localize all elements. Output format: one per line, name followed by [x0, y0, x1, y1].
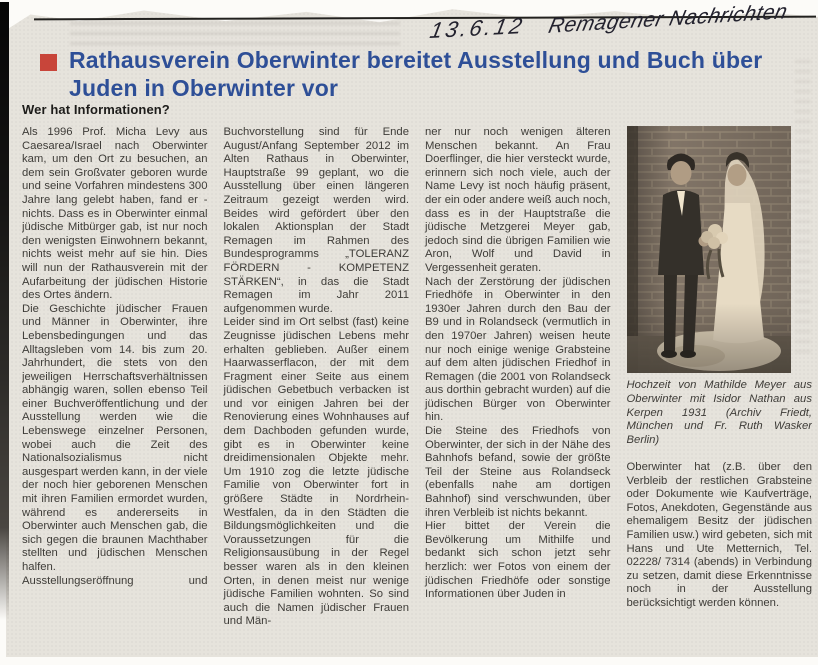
paragraph: Ausstellungseröffnung und — [22, 574, 208, 587]
paragraph: Hier bittet der Verein die Bevölkerung um Mithilfe und bedankt sich schon jetzt sehr herzlich: wer Fotos von einem der jüdischen Friedhöfe oder sonstige Informationen über Juden in — [425, 520, 611, 601]
scanner-shadow-edge — [0, 2, 9, 620]
article-subhead: Wer hat Informationen? — [22, 102, 170, 117]
photo-caption: Hochzeit von Mathilde Meyer aus Oberwinter mit Isidor Nathan aus Kerpen 1931 (Archiv Friedt, München und Fr. Ruth Wasker Berlin) — [626, 379, 812, 447]
paragraph: Nach der Zerstörung der jüdischen Friedhöfe in Oberwinter in den 1930er Jahren durch den Bau der B9 und in Rolandseck (vermutlich in den 1970er Jahren) weisen heute nur noch einige wenige Grabsteine auf dem alten jüdischen Friedhof in Remagen (die 2001 von Rolandseck aus dorthin gebracht wurden) auf die jüdischen Bürger von Oberwinter hin. — [425, 275, 611, 424]
article-headline: Rathausverein Oberwinter bereitet Ausstellung und Buch über Juden in Oberwinter vor — [69, 47, 763, 101]
paragraph: Buchvorstellung sind für Ende August/Anfang September 2012 im Alten Rathaus in Oberwinter, Hauptstraße 99 geplant, wo die Ausstellung über einen längeren Zeitraum gezeigt werden wird. Beides wird gefördert über den lokalen Aktionsplan der Stadt Remagen im Rahmen des Bundesprogramms „TOLERANZ FÖRDERN - KOMPETENZ STÄRKEN“, in das die Stadt Remagen im Jahr 2011 aufgenommen wurde. — [223, 126, 409, 315]
article-column-4 — [627, 126, 813, 660]
paragraph: Die Steine des Friedhofs von Oberwinter, der sich in der Nähe des Bahnhofs befand, sowie der größte Teil der Steine aus Rolandseck (ebenfalls nahe am dortigen Bahnhof) sind verschwunden, über ihren Verbleib ist nichts bekannt. — [425, 425, 611, 519]
handwritten-source-name: Remagener Nachrichten — [546, 0, 790, 38]
article-column-2 — [224, 126, 410, 660]
article-body — [22, 126, 812, 660]
wedding-photo-illustration — [627, 126, 791, 373]
paragraph: Leider sind im Ort selbst (fast) keine Zeugnisse jüdischen Lebens mehr erhalten geblieben. Außer einem Haarwasserflacon, der mit dem Fragment einer Seite aus einem jüdischen Gebetbuch verbacken ist und vor einigen Jahren bei der Renovierung eines Wohnhauses auf dem Dachboden gefunden wurde, gibt es in Oberwinter keine dreidimensionalen Objekte mehr. Um 1910 zog die letzte jüdische Familie von Oberwinter fort in größere Städte in Nordrhein-Westfalen, da in den Städten die Bildungsmöglichkeiten und die Voraussetzungen für die Religionsausübung in der Regel besser waren als in den kleinen Orten, in denen meist nur wenige jüdische Familien wohnten. So sind auch die Namen jüdischer Frauen und Män- — [223, 316, 409, 628]
handwritten-date: 13.6.12 — [427, 12, 528, 44]
paragraph: Als 1996 Prof. Micha Levy aus Caesarea/Israel nach Oberwinter kam, um den Ort zu besuchen, an dem sein Großvater geboren wurde und seine Vorfahren mindestens 300 Jahre lang gelebt haben, fand er - nichts. Dass es in Oberwinter einmal jüdische Mitbürger gab, ist nur noch den wenigsten Einwohnern bekannt, nichts weist mehr auf sie hin. Dies will nun der Rathausverein mit der Aufarbeitung der jüdischen Historie des Ortes ändern. — [22, 126, 208, 302]
article-column-3 — [425, 126, 611, 660]
print-bleed-through — [70, 22, 400, 46]
headline-bullet-icon — [40, 54, 57, 71]
wedding-photo — [627, 126, 791, 373]
paragraph: ner nur noch wenigen älteren Menschen bekannt. An Frau Doerflinger, die hier versteckt wurde, erinnern sich noch viele, auch der Name Levy ist noch häufig präsent, der ein oder andere weiß auch noch, dass es in der Hauptstraße die jüdische Metzgerei Meyer gab, jedoch sind die übrigen Familien wie Aron, Wolf und David in Vergessenheit geraten. — [425, 126, 611, 274]
paragraph: Oberwinter hat (z.B. über den Verbleib der restlichen Grabsteine oder Dokumente wie Kaufverträge, Fotos, Anekdoten, Gegenstände aus ehemaligem Besitz der jüdischen Familien usw.) wird gebeten, sich mit Hans und Ute Metternich, Tel. 02228/ 7314 (abends) in Verbindung zu setzen, damit diese Erkenntnisse noch in der Ausstellung berücksichtigt werden können. — [626, 460, 812, 609]
paragraph: Die Geschichte jüdischer Frauen und Männer in Oberwinter, ihre Lebensbedingungen und das Alltagsleben vom 14. bis zum 20. Jahrhundert, die stets von den jeweiligen Herrschaftsverhältnissen abhängig waren, sollen ebenso Teil einer Buchveröffentlichung und der Ausstellung werden wie die Lebenswege einzelner Personen, wobei auch die Zeit des Nationalsozialismus nicht ausgespart werden kann, in der viele der noch hier geborenen Menschen mit ihren Familien ermordet wurden, während es andererseits in Oberwinter auch Menschen gab, die sich gegen die braunen Machthaber stellten und jüdischen Menschen halfen. — [22, 302, 208, 573]
headline-block — [40, 47, 780, 102]
article-column-1 — [22, 126, 208, 660]
